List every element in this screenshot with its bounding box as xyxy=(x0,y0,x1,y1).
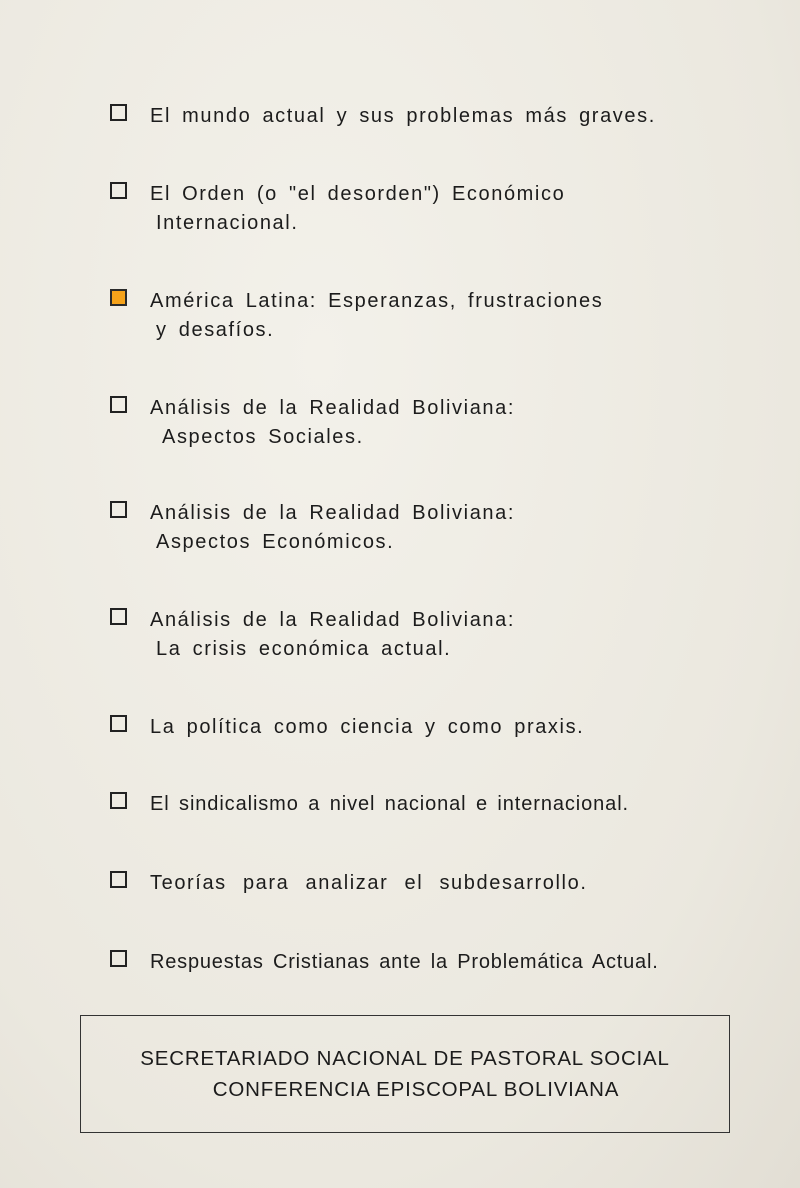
item-text xyxy=(150,394,515,452)
item-text xyxy=(150,180,565,238)
item-line-1: América Latina: Esperanzas, frustraciones xyxy=(150,290,604,312)
item-line-1: Respuestas Cristianas ante la Problemática Actual. xyxy=(150,951,659,973)
item-text xyxy=(150,499,515,557)
item-text xyxy=(150,102,656,131)
item-line-1: Análisis de la Realidad Boliviana: xyxy=(150,609,516,631)
list-item xyxy=(110,713,740,742)
list-item xyxy=(110,869,740,898)
item-line-2: Aspectos Sociales. xyxy=(162,426,364,448)
checkbox-icon[interactable] xyxy=(110,871,127,888)
item-line-1: El Orden (o "el desorden") Económico xyxy=(150,183,566,205)
item-line-1: Análisis de la Realidad Boliviana: xyxy=(150,397,516,419)
checkbox-icon[interactable] xyxy=(110,396,127,413)
item-line-1: El sindicalismo a nivel nacional e internacional. xyxy=(150,793,629,815)
list-item xyxy=(110,790,740,819)
item-line-1: Teorías para analizar el subdesarrollo. xyxy=(150,872,588,894)
list-item xyxy=(110,102,740,131)
checkbox-icon[interactable] xyxy=(110,792,127,809)
item-text xyxy=(150,869,587,898)
checkbox-icon[interactable] xyxy=(110,501,127,518)
item-line-1: El mundo actual y sus problemas más graves. xyxy=(150,105,656,127)
item-line-2: La crisis económica actual. xyxy=(156,638,452,660)
checkbox-icon[interactable] xyxy=(110,608,127,625)
checkbox-icon[interactable] xyxy=(110,182,127,199)
checkbox-icon[interactable] xyxy=(110,715,127,732)
checkbox-icon[interactable] xyxy=(110,104,127,121)
checkbox-icon[interactable] xyxy=(110,950,127,967)
item-text xyxy=(150,713,584,742)
list-item xyxy=(110,394,740,452)
item-line-1: La política como ciencia y como praxis. xyxy=(150,716,585,738)
item-line-1: Análisis de la Realidad Boliviana: xyxy=(150,502,516,524)
list-item xyxy=(110,180,740,238)
footer-line-2: CONFERENCIA EPISCOPAL BOLIVIANA xyxy=(212,1078,620,1101)
item-line-2: Internacional. xyxy=(156,212,299,234)
item-line-2: y desafíos. xyxy=(156,319,275,341)
footer-box xyxy=(80,1015,730,1133)
item-text xyxy=(150,287,603,345)
checkbox-checked-icon[interactable] xyxy=(110,289,127,306)
list-item xyxy=(110,499,740,557)
list-item xyxy=(110,606,740,664)
item-text xyxy=(150,790,629,819)
item-text xyxy=(150,606,515,664)
item-text xyxy=(150,948,659,977)
list-item xyxy=(110,287,740,345)
footer-line-1: SECRETARIADO NACIONAL DE PASTORAL SOCIAL xyxy=(140,1047,670,1070)
item-line-2: Aspectos Económicos. xyxy=(156,531,395,553)
list-item xyxy=(110,948,740,977)
